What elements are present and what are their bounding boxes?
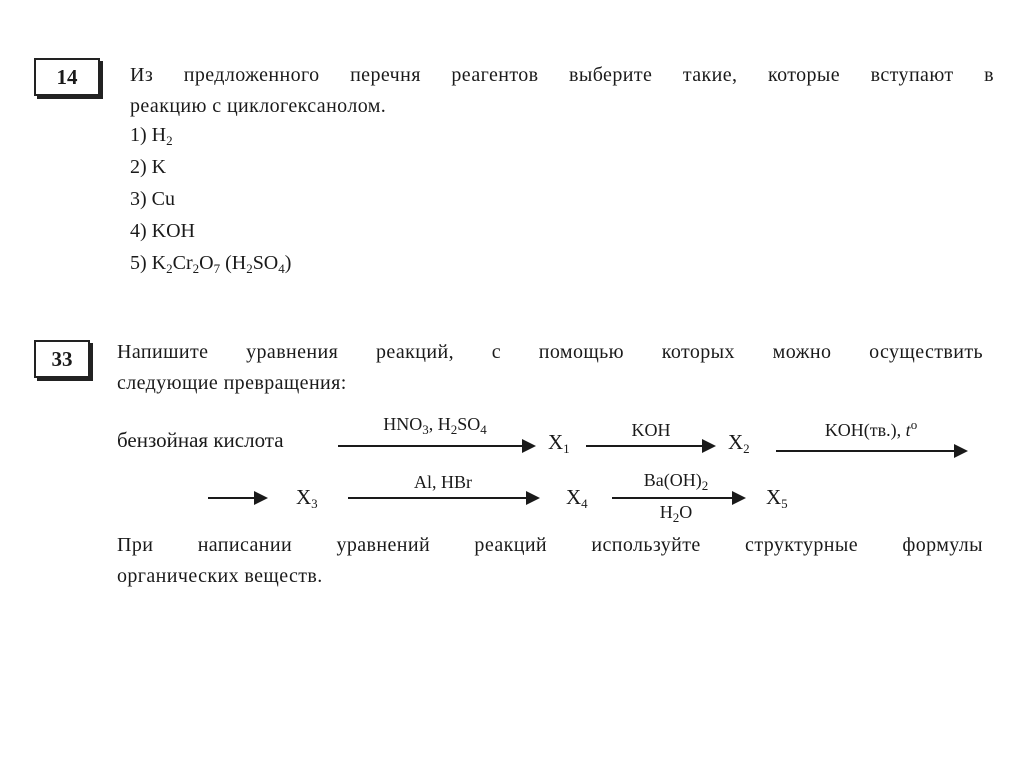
reaction-arrow: [612, 497, 744, 499]
question-text-line: следующие превращения:: [117, 372, 347, 394]
reaction-arrow: [586, 445, 714, 447]
task-number-box: [34, 58, 100, 96]
question-text-line: реакцию с циклогексанолом.: [130, 95, 387, 117]
scheme-node-x1: $X_1$: [548, 430, 570, 456]
scheme-node-x3: $X_3$: [296, 485, 318, 511]
reaction-arrow: [776, 450, 966, 452]
reagent-label-4: Al, HBr: [414, 472, 472, 492]
reagent-label-3: KOH(тв.), $t^o$: [824, 417, 918, 440]
reagent-label-2: KOH: [631, 420, 671, 440]
continuation-arrow: [208, 497, 266, 499]
note-text-line: органических веществ.: [117, 565, 323, 587]
option-3: 3) Cu: [130, 188, 176, 210]
scheme-start-substance: бензойная кислота: [117, 428, 284, 452]
reagent-label-1: $HNO_3$, $H_2SO_4$: [383, 414, 487, 437]
option-5: 5) $K_2Cr_2O_7$ $(H_2SO_4)$: [130, 252, 292, 276]
task-number: 14: [56, 65, 78, 89]
question-text-line: Напишите уравнения реакций, с помощью которых можно осуществить: [117, 341, 983, 363]
reagent-label-5-top: $Ba(OH)_2$: [643, 470, 709, 493]
reaction-arrow: [338, 445, 534, 447]
task-number-box: [34, 340, 90, 378]
reaction-arrow: [348, 497, 538, 499]
task-number: 33: [51, 347, 73, 371]
scheme-node-x5: $X_5$: [766, 485, 788, 511]
scheme-node-x4: $X_4$: [566, 485, 588, 511]
question-text-line: Из предложенного перечня реагентов выберите такие, которые вступают в: [130, 64, 994, 86]
option-2: 2) K: [130, 156, 167, 178]
option-1: 1) $H_2$: [130, 124, 173, 148]
reagent-label-5-bottom: $H_2O$: [659, 502, 693, 525]
scheme-node-x2: $X_2$: [728, 430, 750, 456]
option-4: 4) KOH: [130, 220, 196, 242]
note-text-line: При написании уравнений реакций используйте структурные формулы: [117, 534, 983, 556]
